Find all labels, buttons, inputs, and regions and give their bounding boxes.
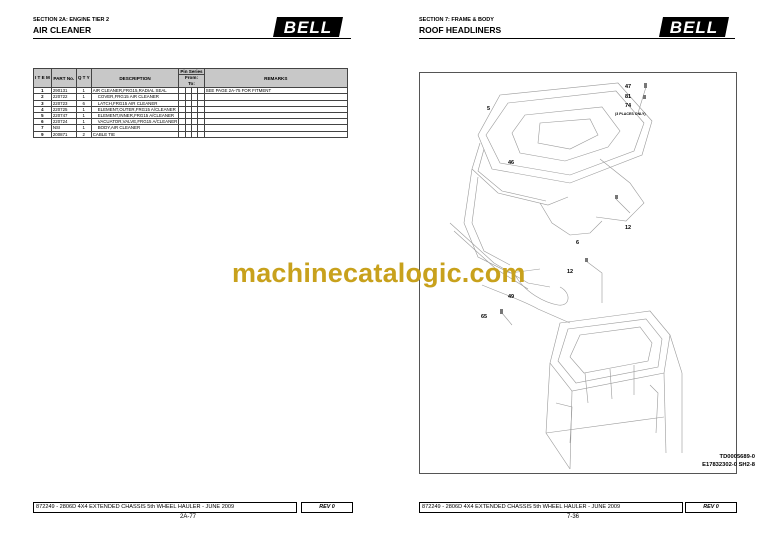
footer-text bbox=[419, 502, 683, 513]
svg-text:BELL: BELL bbox=[669, 18, 719, 37]
parts-table bbox=[33, 68, 348, 138]
parts-table-body bbox=[34, 88, 348, 138]
cell-description: LATCH,FRG15 AIR CLEANER bbox=[91, 100, 179, 106]
page-number: 2A-77 bbox=[180, 514, 197, 520]
header-part-no: PART No. bbox=[51, 69, 76, 88]
callout-12-lower: 12 bbox=[567, 269, 574, 275]
drawing-ref-e: E17832302-0 SH2-8 bbox=[702, 462, 755, 468]
header-rule bbox=[33, 38, 351, 39]
table-row bbox=[34, 131, 348, 137]
svg-text:BELL: BELL bbox=[283, 18, 333, 37]
cell-item: 6 bbox=[34, 119, 52, 125]
cell-part-no: NSI bbox=[51, 125, 76, 131]
watermark-text: machinecatalogic.com bbox=[232, 258, 526, 288]
cell-part-no: 200871 bbox=[51, 131, 76, 137]
cell-part-no: 220725 bbox=[51, 106, 76, 112]
cell-item: 7 bbox=[34, 125, 52, 131]
page-title: ROOF HEADLINERS bbox=[419, 25, 502, 35]
cell-part-no: 290131 bbox=[51, 88, 76, 94]
cell-description: ELEMENT,OUTER,FRG15 A/CLEANER bbox=[91, 106, 179, 112]
section-label: SECTION 2A: ENGINE TIER 2 bbox=[33, 17, 110, 23]
callout-81: 81 bbox=[625, 94, 632, 100]
footer-text bbox=[33, 502, 297, 513]
footer-label: 872249 - 2806D 4X4 EXTENDED CHASSIS 5th WHEEL HAULER - JUNE 2009 bbox=[36, 504, 235, 510]
cell-description: ELEMENT,INNER,FRG15 A/CLEANER bbox=[91, 113, 179, 119]
callout-5: 5 bbox=[487, 106, 491, 112]
revision-box: REV 0 bbox=[685, 502, 737, 513]
page-number: 7-36 bbox=[567, 514, 580, 520]
cell-qty: 1 bbox=[76, 125, 91, 131]
cell-item: 5 bbox=[34, 113, 52, 119]
header-rule bbox=[419, 38, 735, 39]
header-from-to bbox=[179, 75, 204, 88]
header-from: From: bbox=[184, 75, 198, 81]
cell-description: COVER,FRG15 AIR CLEANER bbox=[91, 94, 179, 100]
cell-item: 9 bbox=[34, 131, 52, 137]
page-title: AIR CLEANER bbox=[33, 25, 92, 35]
callout-65: 65 bbox=[481, 314, 488, 320]
cell-item: 1 bbox=[34, 88, 52, 94]
cell-item: 2 bbox=[34, 94, 52, 100]
drawing-ref-td: TD0005689-0 bbox=[719, 454, 755, 460]
cell-qty: 1 bbox=[76, 119, 91, 125]
footer-label: 872249 - 2806D 4X4 EXTENDED CHASSIS 5th WHEEL HAULER - JUNE 2009 bbox=[422, 504, 621, 510]
cell-qty: 1 bbox=[76, 88, 91, 94]
cell-description: CABLE TIE bbox=[91, 131, 179, 137]
cell-part-no: 220722 bbox=[51, 94, 76, 100]
cell-description: VACUATOR,VALVE,FRG15 A/CLEANER bbox=[91, 119, 179, 125]
callout-6: 6 bbox=[576, 240, 580, 246]
cell-remarks: SEE PAGE 2A-75 FOR FITMENT bbox=[204, 88, 347, 94]
callout-46: 46 bbox=[508, 160, 515, 166]
cell-qty: 6 bbox=[76, 100, 91, 106]
cell-remarks bbox=[204, 131, 347, 137]
cell-part-no: 220747 bbox=[51, 113, 76, 119]
cell-item: 4 bbox=[34, 106, 52, 112]
header-remarks: REMARKS bbox=[204, 69, 347, 88]
bell-logo bbox=[659, 14, 733, 40]
cell-qty: 1 bbox=[76, 94, 91, 100]
revision-box: REV 0 bbox=[301, 502, 353, 513]
callout-74: 74 bbox=[625, 103, 632, 109]
cell-item: 3 bbox=[34, 100, 52, 106]
section-label: SECTION 7: FRAME & BODY bbox=[419, 17, 494, 23]
callout-12-upper: 12 bbox=[625, 225, 632, 231]
header-qty: Q T Y bbox=[76, 69, 91, 88]
header-item: I T E M bbox=[34, 69, 52, 88]
cell-part-no: 220723 bbox=[51, 100, 76, 106]
cell-description: AIR CLEANER,FRG15,RADIAL SEAL bbox=[91, 88, 179, 94]
cell-qty: 1 bbox=[76, 113, 91, 119]
bell-logo bbox=[273, 14, 347, 40]
callout-note: (3 PLACES ONLY) bbox=[615, 112, 646, 116]
header-pin-series: Pin Series bbox=[180, 69, 203, 74]
cell-qty: 2 bbox=[76, 131, 91, 137]
callout-47: 47 bbox=[625, 84, 632, 90]
header-description: DESCRIPTION bbox=[91, 69, 179, 88]
cell-part-no: 220724 bbox=[51, 119, 76, 125]
header-to: To: bbox=[188, 81, 195, 87]
cell-qty: 1 bbox=[76, 106, 91, 112]
cell-description: BODY,AIR CLEANER bbox=[91, 125, 179, 131]
callout-49: 49 bbox=[508, 294, 515, 300]
